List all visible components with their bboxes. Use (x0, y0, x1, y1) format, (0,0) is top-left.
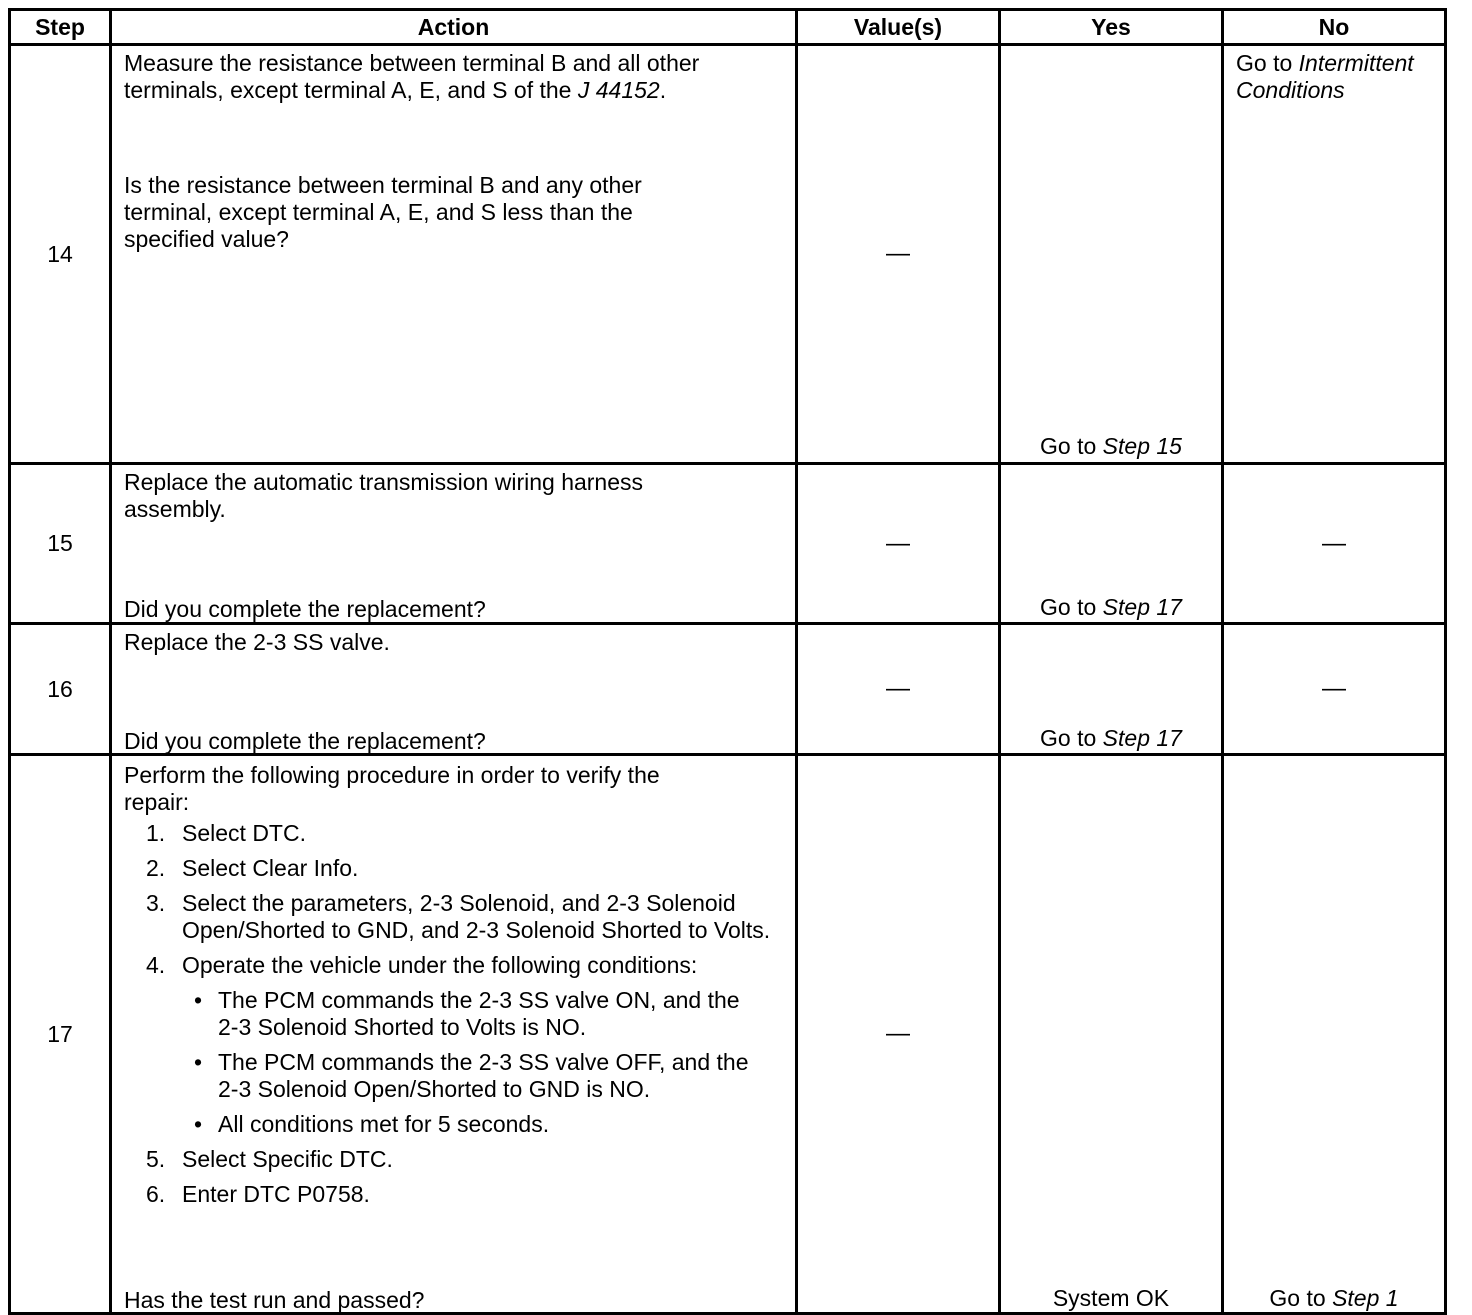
action-cell (111, 755, 797, 1314)
list-item: • All conditions met for 5 seconds. (182, 1111, 765, 1138)
no-link[interactable]: Go to Intermittent Conditions (1236, 50, 1414, 103)
action-question: Did you complete the replacement? (124, 728, 486, 754)
step-number: 17 (10, 755, 111, 1314)
conditions-list (182, 987, 785, 1138)
list-item: 4. Operate the vehicle under the following conditions: • The PCM commands the 2-3 SS valve ON, and the 2-3 Solenoid Shorted to Volts is NO. • The PCM commands the 2-3 SS valve OFF, and the 2-3 Solenoid Open/Shorted to GND is NO. • All conditions met for 5 seconds. (124, 952, 785, 1138)
value-cell: — (797, 624, 1000, 755)
list-item: 3. Select the parameters, 2-3 Solenoid, and 2-3 Solenoid Open/Shorted to GND, and 2-3 Solenoid Shorted to Volts. (146, 890, 771, 943)
table-row (10, 45, 1446, 464)
diagnostic-table (8, 8, 1447, 1315)
no-cell (1223, 755, 1446, 1314)
action-instruction: Measure the resistance between terminal B and all other terminals, except terminal A, E, and S of the J 44152. (124, 50, 700, 103)
yes-cell (1000, 755, 1223, 1314)
value-cell: — (797, 755, 1000, 1314)
list-item: 6. Enter DTC P0758. (146, 1181, 370, 1207)
header-yes: Yes (1000, 10, 1223, 45)
table-row (10, 464, 1446, 624)
yes-cell (1000, 464, 1223, 624)
no-link[interactable]: Go to Step 1 (1269, 1285, 1399, 1311)
action-cell (111, 464, 797, 624)
action-question: Is the resistance between terminal B and any other terminal, except terminal A, E, and S less than the specified value? (124, 172, 642, 252)
action-cell (111, 624, 797, 755)
value-cell: — (797, 464, 1000, 624)
list-item: 2. Select Clear Info. (146, 855, 359, 881)
list-item: • The PCM commands the 2-3 SS valve ON, and the 2-3 Solenoid Shorted to Volts is NO. (182, 987, 765, 1041)
list-item: 1. Select DTC. (146, 820, 306, 846)
yes-link[interactable]: Go to Step 15 (1040, 433, 1182, 459)
list-item: 5. Select Specific DTC. (146, 1146, 393, 1172)
value-cell: — (797, 45, 1000, 464)
action-question: Has the test run and passed? (124, 1287, 425, 1313)
header-step: Step (10, 10, 111, 45)
action-instruction: Perform the following procedure in order to verify the repair: (124, 762, 660, 815)
yes-link[interactable]: Go to Step 17 (1040, 594, 1182, 620)
no-cell (1223, 45, 1446, 464)
header-no: No (1223, 10, 1446, 45)
header-row (10, 10, 1446, 45)
yes-cell (1000, 624, 1223, 755)
header-values: Value(s) (797, 10, 1000, 45)
step-number: 16 (10, 624, 111, 755)
no-cell: — (1223, 624, 1446, 755)
yes-cell (1000, 45, 1223, 464)
yes-link[interactable]: Go to Step 17 (1040, 725, 1182, 751)
action-instruction: Replace the 2-3 SS valve. (124, 629, 390, 655)
no-cell: — (1223, 464, 1446, 624)
procedure-list (124, 820, 785, 1208)
list-item: • The PCM commands the 2-3 SS valve OFF, and the 2-3 Solenoid Open/Shorted to GND is NO. (182, 1049, 765, 1103)
tool-reference: J 44152 (577, 77, 660, 103)
step-number: 14 (10, 45, 111, 464)
action-cell (111, 45, 797, 464)
action-question: Did you complete the replacement? (124, 596, 486, 622)
table-row (10, 624, 1446, 755)
header-action: Action (111, 10, 797, 45)
step-number: 15 (10, 464, 111, 624)
action-instruction: Replace the automatic transmission wiring harness assembly. (124, 469, 644, 522)
yes-result: System OK (1052, 1285, 1170, 1311)
table-row (10, 755, 1446, 1314)
